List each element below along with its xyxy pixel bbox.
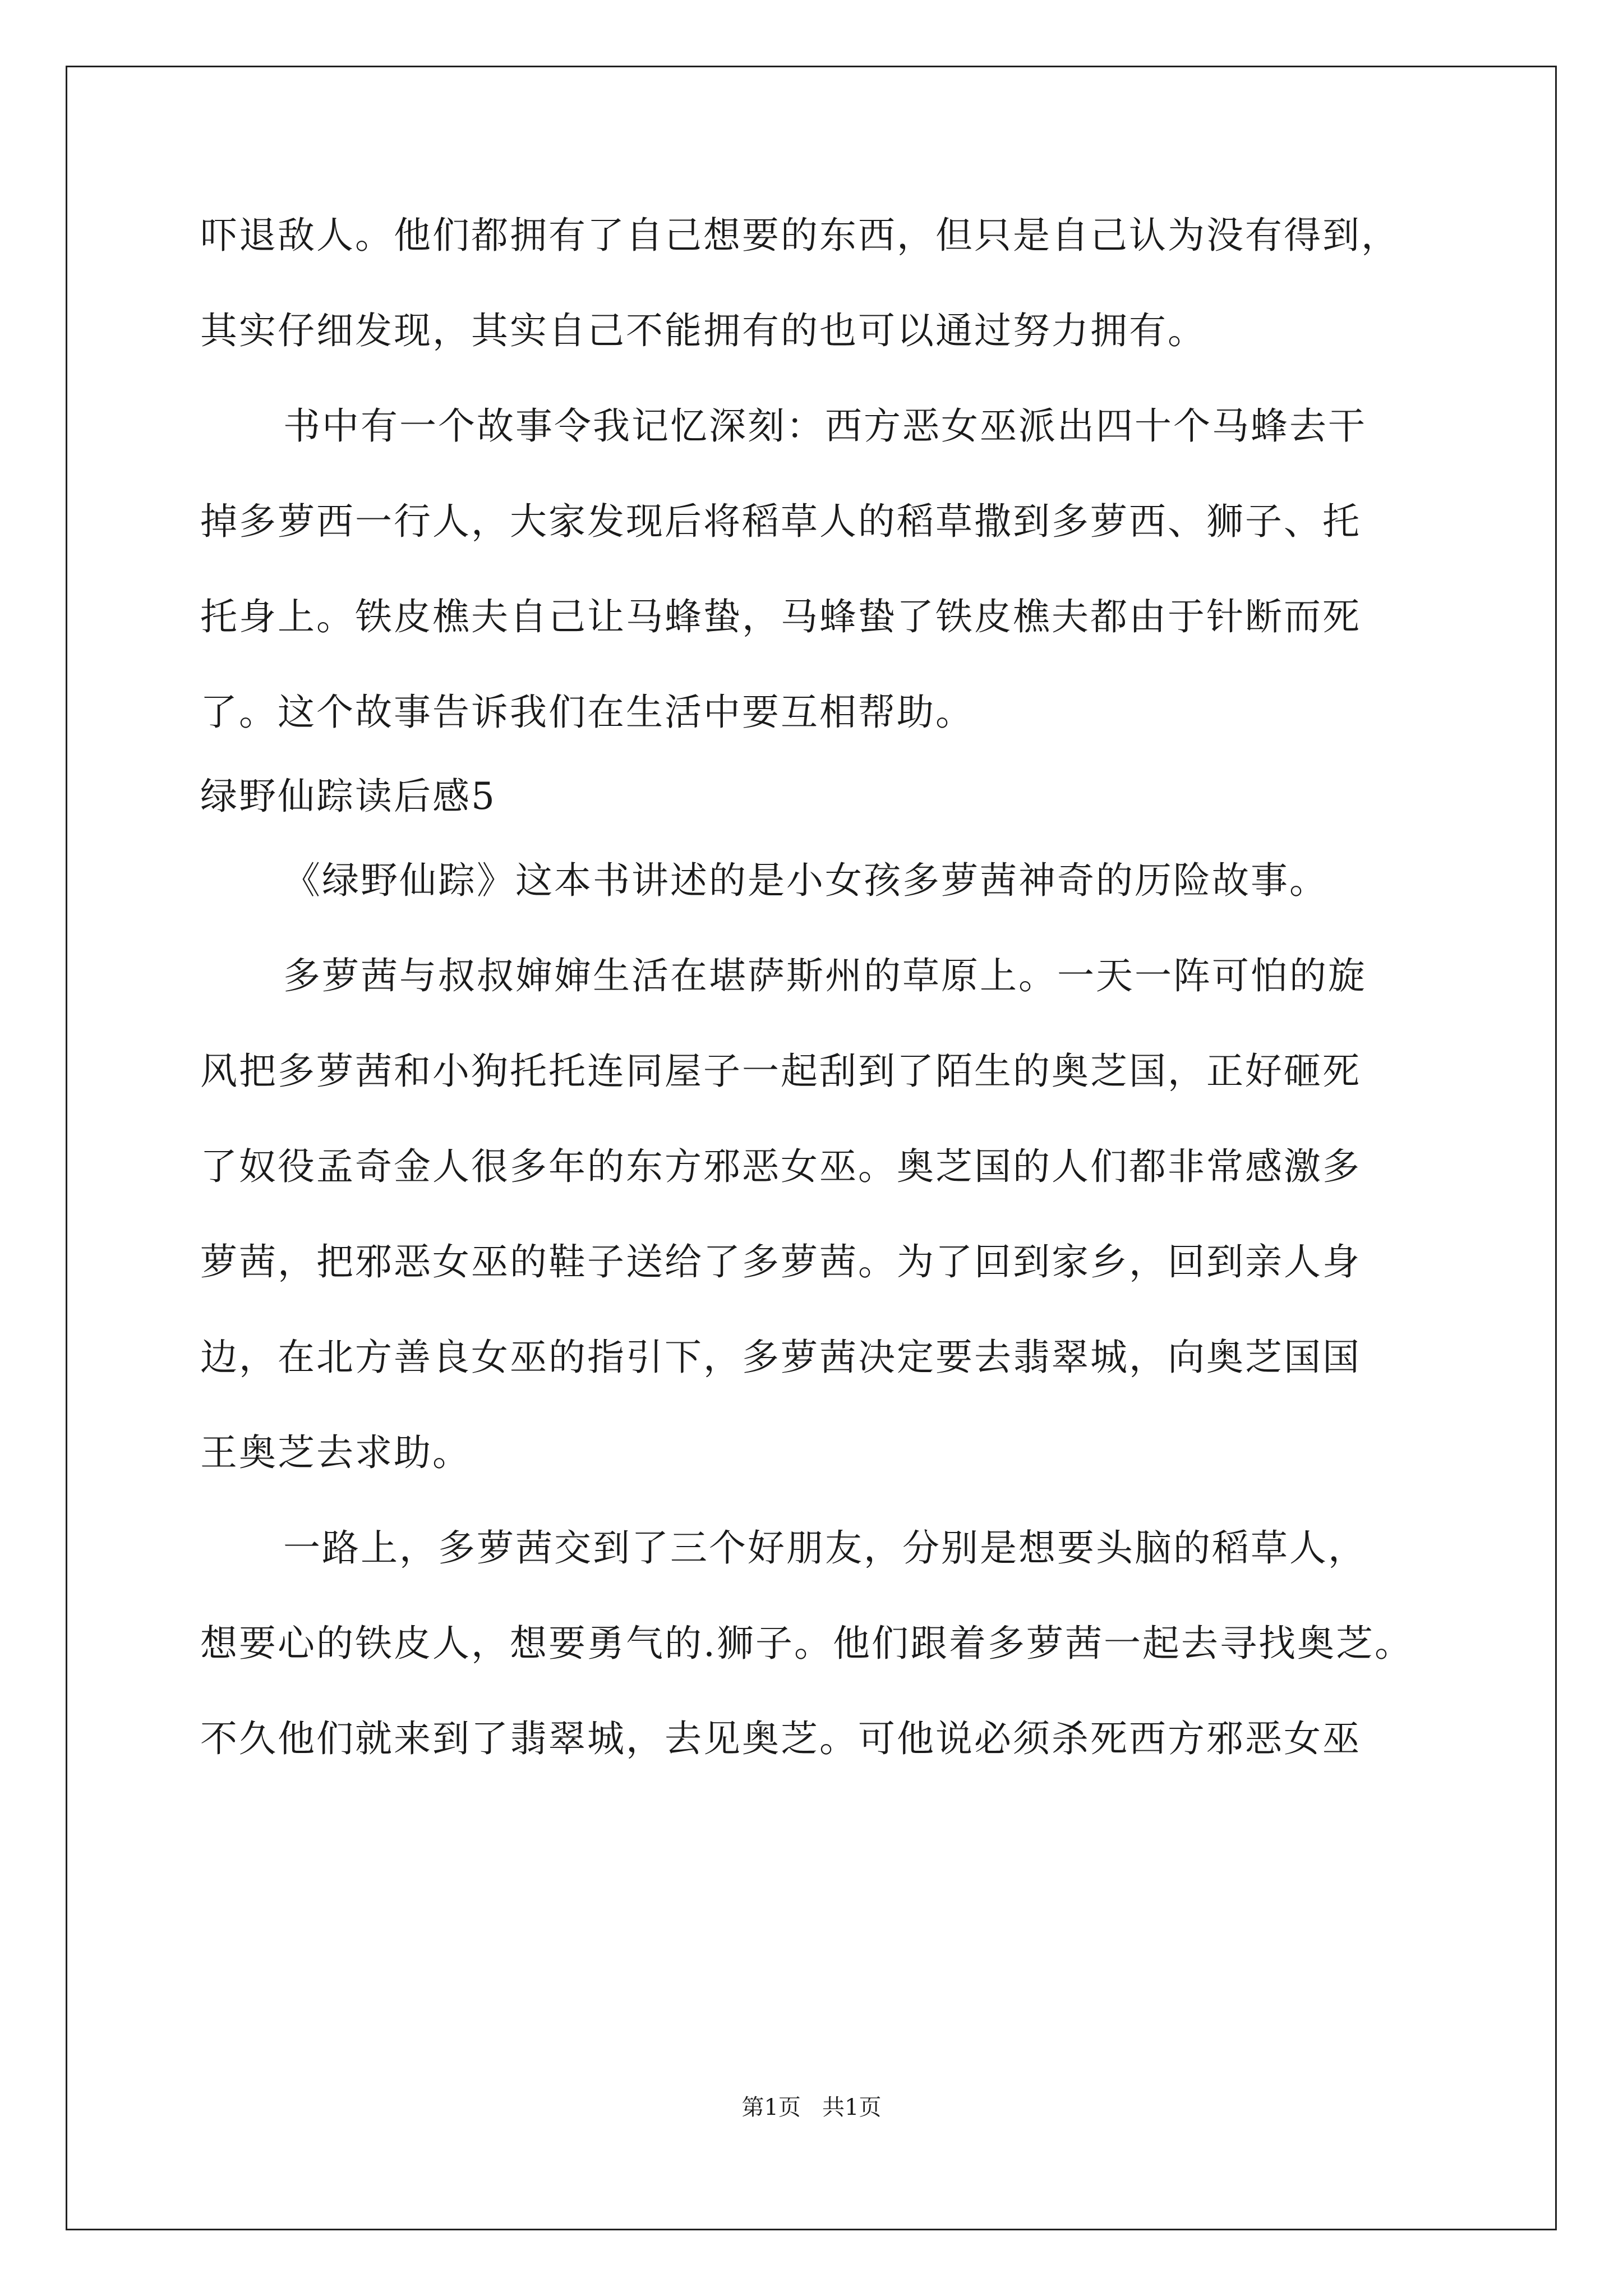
text-line: 风把多萝茜和小狗托托连同屋子一起刮到了陌生的奥芝国，正好砸死 <box>200 1050 1361 1093</box>
text-line: 不久他们就来到了翡翠城，去见奥芝。可他说必须杀死西方邪恶女巫 <box>200 1717 1361 1760</box>
text-line: 想要心的铁皮人，想要勇气的.狮子。他们跟着多萝茜一起去寻找奥芝。 <box>200 1622 1413 1665</box>
page-footer: 第1页 共1页 <box>741 2095 882 2120</box>
text-line: 边，在北方善良女巫的指引下，多萝茜决定要去翡翠城，向奥芝国国 <box>200 1336 1361 1379</box>
paragraph-first-line: 书中有一个故事令我记忆深刻：西方恶女巫派出四十个马蜂去干 <box>283 404 1367 448</box>
text-line: 萝茜，把邪恶女巫的鞋子送给了多萝茜。为了回到家乡，回到亲人身 <box>200 1240 1361 1283</box>
text-line: 王奥芝去求助。 <box>200 1431 471 1474</box>
text-line: 托身上。铁皮樵夫自己让马蜂蛰，马蜂蛰了铁皮樵夫都由于针断而死 <box>200 595 1361 638</box>
text-line: 其实仔细发现，其实自己不能拥有的也可以通过努力拥有。 <box>200 309 1206 352</box>
text-line: 了。这个故事告诉我们在生活中要互相帮助。 <box>200 691 974 734</box>
paragraph-first-line: 一路上，多萝茜交到了三个好朋友，分别是想要头脑的稻草人， <box>283 1526 1367 1570</box>
text-line: 掉多萝西一行人，大家发现后将稻草人的稻草撒到多萝西、狮子、托 <box>200 500 1361 543</box>
section-heading: 绿野仙踪读后感5 <box>200 775 496 818</box>
text-line: 了奴役孟奇金人很多年的东方邪恶女巫。奥芝国的人们都非常感激多 <box>200 1145 1361 1188</box>
paragraph-first-line: 《绿野仙踪》这本书讲述的是小女孩多萝茜神奇的历险故事。 <box>283 859 1328 902</box>
text-line: 吓退敌人。他们都拥有了自己想要的东西，但只是自己认为没有得到， <box>200 214 1400 257</box>
paragraph-first-line: 多萝茜与叔叔婶婶生活在堪萨斯州的草原上。一天一阵可怕的旋 <box>283 954 1367 997</box>
